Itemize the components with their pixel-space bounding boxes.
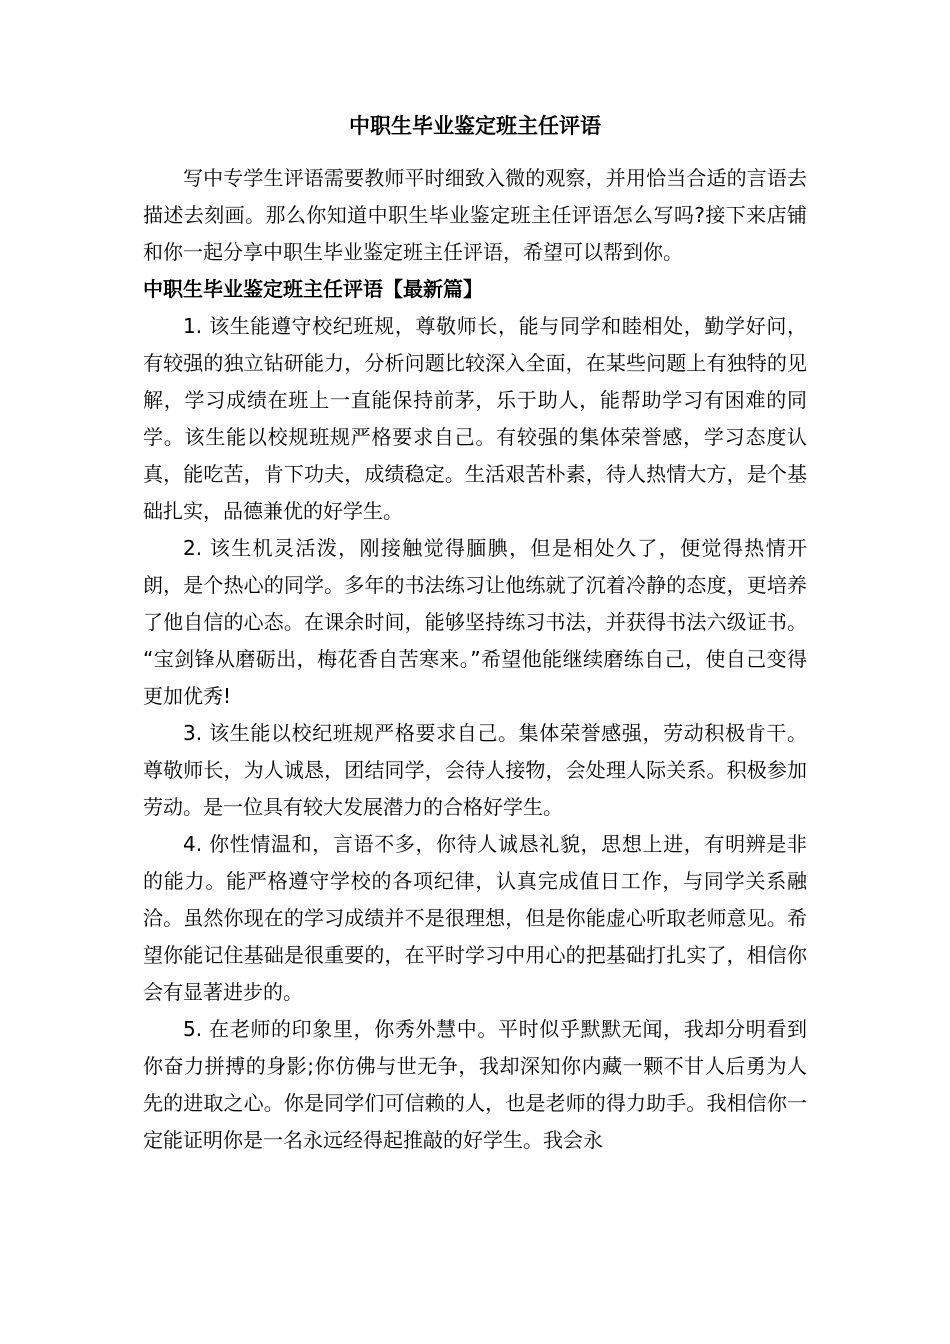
document-title: 中职生毕业鉴定班主任评语 (349, 114, 601, 138)
document-page (143, 108, 807, 1159)
comment-item-2: 2. 该生机灵活泼，刚接触觉得腼腆，但是相处久了，便觉得热情开朗，是个热心的同学。多年的书法练习让他练就了沉着冷静的态度，更培养了他自信的心态。在课余时间，能够坚持练习书法，并获得书法六级证书。 “宝剑锋从磨砺出，梅花香自苦寒来。”希望他能继续磨练自己，使自己变得更加优秀! (143, 536, 807, 708)
comment-item-4: 4. 你性情温和，言语不多，你待人诚恳礼貌，思想上进，有明辨是非的能力。能严格遵守学校的各项纪律，认真完成值日工作，与同学关系融洽。虽然你现在的学习成绩并不是很理想，但是你能虚心听取老师意见。希望你能记住基础是很重要的，在平时学习中用心的把基础打扎实了，相信你会有显著进步的。 (143, 832, 807, 1004)
comment-item-3: 3. 该生能以校纪班规严格要求自己。集体荣誉感强，劳动积极肯干。尊敬师长，为人诚恳，团结同学，会待人接物，会处理人际关系。积极参加劳动。是一位具有较大发展潜力的合格好学生。 (143, 721, 807, 819)
intro-paragraph: 写中专学生评语需要教师平时细致入微的观察，并用恰当合适的言语去描述去刻画。那么你知道中职生毕业鉴定班主任评语怎么写吗?接下来店铺和你一起分享中职生毕业鉴定班主任评语，希望可以帮到你。 (143, 166, 807, 264)
comment-item-5: 5. 在老师的印象里，你秀外慧中。平时似乎默默无闻，我却分明看到你奋力拼搏的身影;你仿佛与世无争，我却深知你内藏一颗不甘人后勇为人先的进取之心。你是同学们可信赖的人，也是老师的得力助手。我相信你一定能证明你是一名永远经得起推敲的好学生。我会永 (143, 1017, 807, 1152)
comment-item-1: 1. 该生能遵守校纪班规，尊敬师长，能与同学和睦相处，勤学好问，有较强的独立钻研能力，分析问题比较深入全面，在某些问题上有独特的见解，学习成绩在班上一直能保持前茅，乐于助人，能帮助学习有困难的同学。该生能以校规班规严格要求自己。有较强的集体荣誉感，学习态度认真，能吃苦，肯下功夫，成绩稳定。生活艰苦朴素，待人热情大方，是个基础扎实，品德兼优的好学生。 (143, 314, 807, 523)
section-heading: 中职生毕业鉴定班主任评语【最新篇】 (143, 277, 483, 301)
